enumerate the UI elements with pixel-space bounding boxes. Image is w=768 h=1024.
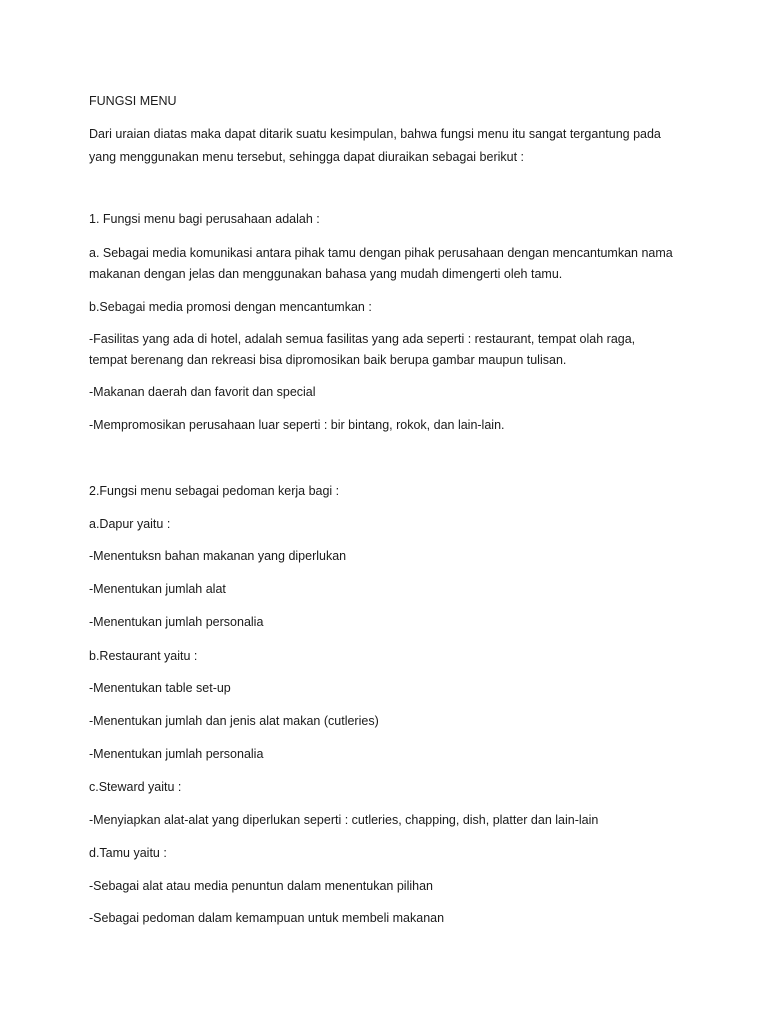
list-item: -Menentukan jumlah personalia (89, 615, 264, 629)
subheading: a.Dapur yaitu : (89, 517, 171, 531)
subheading: b.Restaurant yaitu : (89, 649, 198, 663)
subheading: b.Sebagai media promosi dengan mencantumkan : (89, 300, 372, 314)
list-item: -Mempromosikan perusahaan luar seperti : bir bintang, rokok, dan lain-lain. (89, 418, 505, 432)
list-item: -Sebagai alat atau media penuntun dalam menentukan pilihan (89, 879, 433, 893)
list-item: -Sebagai pedoman dalam kemampuan untuk membeli makanan (89, 911, 445, 925)
list-item: -Fasilitas yang ada di hotel, adalah semua fasilitas yang ada seperti : restaurant, tempat olah raga, (89, 332, 636, 346)
paragraph-line: a. Sebagai media komunikasi antara pihak tamu dengan pihak perusahaan dengan mencantumkan nama (89, 246, 673, 260)
subheading: c.Steward yaitu : (89, 780, 182, 794)
list-item: -Menyiapkan alat-alat yang diperlukan seperti : cutleries, chapping, dish, platter dan lain-lain (89, 813, 599, 827)
paragraph-line: Dari uraian diatas maka dapat ditarik suatu kesimpulan, bahwa fungsi menu itu sangat tergantung pada (89, 127, 661, 141)
list-item: tempat berenang dan rekreasi bisa dipromosikan baik berupa gambar maupun tulisan. (89, 353, 567, 367)
list-item: -Menentukan table set-up (89, 681, 231, 695)
subheading: d.Tamu yaitu : (89, 846, 167, 860)
paragraph-line: makanan dengan jelas dan menggunakan bahasa yang mudah dimengerti oleh tamu. (89, 267, 563, 281)
paragraph-line: yang menggunakan menu tersebut, sehingga dapat diuraikan sebagai berikut : (89, 150, 525, 164)
list-item: -Menentuksn bahan makanan yang diperlukan (89, 549, 347, 563)
document-title: FUNGSI MENU (89, 94, 177, 108)
section-heading: 1. Fungsi menu bagi perusahaan adalah : (89, 212, 320, 226)
section-heading: 2.Fungsi menu sebagai pedoman kerja bagi : (89, 484, 340, 498)
list-item: -Menentukan jumlah personalia (89, 747, 264, 761)
list-item: -Menentukan jumlah alat (89, 582, 226, 596)
list-item: -Menentukan jumlah dan jenis alat makan (cutleries) (89, 714, 379, 728)
list-item: -Makanan daerah dan favorit dan special (89, 385, 316, 399)
